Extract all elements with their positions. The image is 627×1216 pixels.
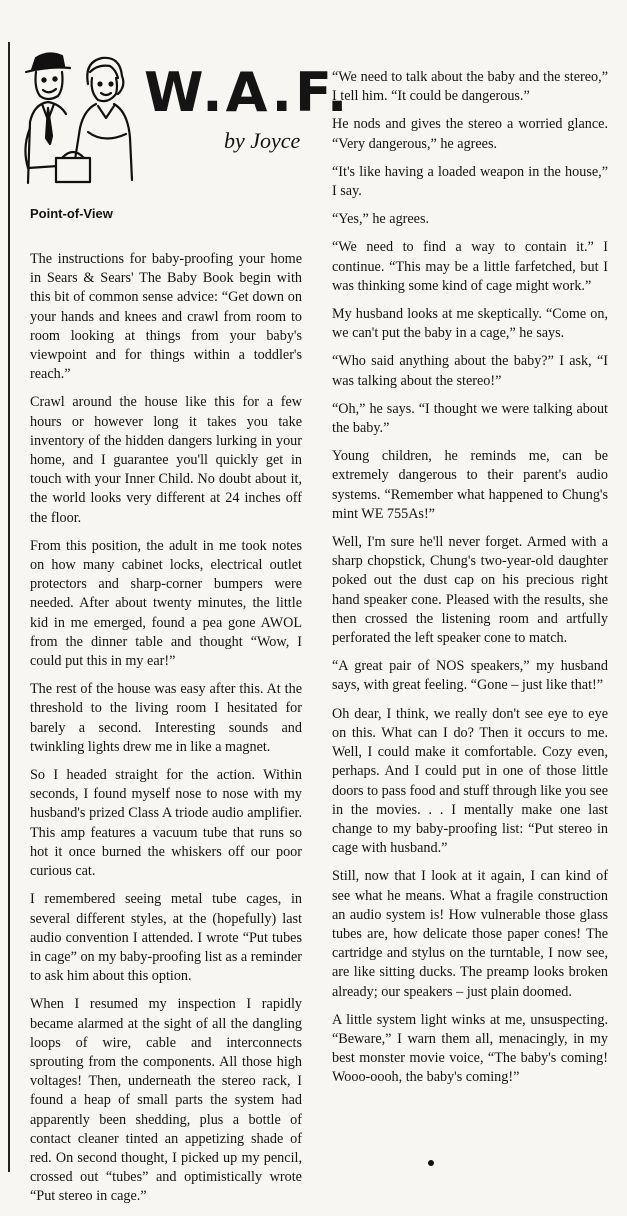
column-masthead [18, 48, 351, 188]
paragraph: Crawl around the house like this for a few hours or however long it takes you take inventory of the hidden dangers lurking in your home, and I guarantee you'll quickly get in touch with your Inner Child. No doubt about it, the world looks very different at 24 inches off the floor. [30, 394, 302, 526]
paragraph: Still, now that I look at it again, I can kind of see what he means. What a fragile construction an audio system is! How vulnerable those glass tubes are, how delicate those paper cones! The cartridge and stylus on the turntable, I now see, are like sitting ducks. The preamp looks broken already; our speakers – just plain doomed. [332, 868, 608, 1000]
paragraph: Oh dear, I think, we really don't see eye to eye on this. What can I do? Then it occurs to me. Well, I could make it comfortable. Cozy even, perhaps. And I could put in one of those little doors to pass food and stuff through like you see in the movies. . . I mentally make one last change to my baby-proofing list: “Put stereo in cage with husband.” [332, 705, 608, 857]
couple-illustration [18, 48, 138, 188]
paragraph: The rest of the house was easy after this. At the threshold to the living room I hesitated for barely a second. Interesting sounds and twinkling lights drew me in like a magnet. [30, 681, 302, 755]
paragraph: “Who said anything about the baby?” I ask, “I was talking about the stereo!” [332, 353, 608, 389]
end-of-article-bullet [428, 1160, 434, 1166]
paragraph: I remembered seeing metal tube cages, in several different styles, at the (hopefully) last audio convention I attended. I wrote “Put tubes in cage” on my baby-proofing list as a reminder to ask him about this option. [30, 891, 302, 985]
byline: by Joyce [224, 128, 301, 153]
paragraph: When I resumed my inspection I rapidly became alarmed at the sight of all the dangling loops of wire, cable and interconnects sprouting from the components. All those high voltages! Then, underneath the stereo rack, I found a heap of small parts the system had apparently been shedding, plus a bottle of contact cleaner tinted an appetizing shade of red. On second thought, I picked up my pencil, crossed out “tubes” and optimistically wrote “Put stereo in cage.” [30, 996, 302, 1205]
paragraph: From this position, the adult in me took notes on how many cabinet locks, electrical outlet protectors and sharp-corner bumpers were needed. After about twenty minutes, the little kid in me emerged, found a pea gone AWOL from the dinner table and thought “Wow, I could put this in my ear!” [30, 537, 302, 670]
paragraph: “We need to find a way to contain it.” I continue. “This may be a little farfetched, but I was thinking some kind of cage might work.” [332, 239, 608, 294]
column-title: W.A.F. [144, 61, 351, 124]
paragraph: Young children, he reminds me, can be extremely dangerous to their parent's audio systems. “Remember what happened to Chung's mint WE 755As!” [332, 448, 608, 522]
paragraph: “Yes,” he agrees. [332, 211, 430, 228]
left-vertical-rule [8, 42, 10, 1172]
right-column [332, 68, 608, 1097]
paragraph: “We need to talk about the baby and the stereo,” I tell him. “It could be dangerous.” [332, 69, 608, 105]
paragraph: So I headed straight for the action. Within seconds, I found myself nose to nose with my husband's prized Class A triode audio amplifier. This amp features a vacuum tube that runs so hot it once burned the whiskers off our poor curious cat. [30, 767, 302, 880]
paragraph: The instructions for baby-proofing your home in Sears & Sears' The Baby Book begin with this bit of common sense advice: “Get down on your hands and knees and crawl from room to room looking at things from your baby's viewpoint and for things within a toddler's reach.” [30, 251, 302, 383]
paragraph: He nods and gives the stereo a worried glance. “Very dangerous,” he agrees. [332, 116, 608, 152]
paragraph: Well, I'm sure he'll never forget. Armed with a sharp chopstick, Chung's two-year-old daughter poked out the dust cap on his precious right hand speaker cone. Pleased with the results, she then crossed the listening room and artfully perforated the left speaker cone to match. [332, 534, 608, 647]
paragraph: “It's like having a loaded weapon in the house,” I say. [332, 163, 608, 200]
left-column [30, 250, 302, 1216]
paragraph: A little system light winks at me, unsuspecting. “Beware,” I warn them all, menacingly, in my best monster movie voice, “The baby's coming! Wooo-oooh, the baby's coming!” [332, 1011, 608, 1086]
paragraph: “Oh,” he says. “I thought we were talking about the baby.” [332, 400, 608, 437]
paragraph: My husband looks at me skeptically. “Come on, we can't put the baby in a cage,” he says. [332, 306, 608, 342]
section-title: Point-of-View [30, 206, 113, 221]
paragraph: “A great pair of NOS speakers,” my husband says, with great feeling. “Gone – just like that!” [332, 658, 608, 694]
